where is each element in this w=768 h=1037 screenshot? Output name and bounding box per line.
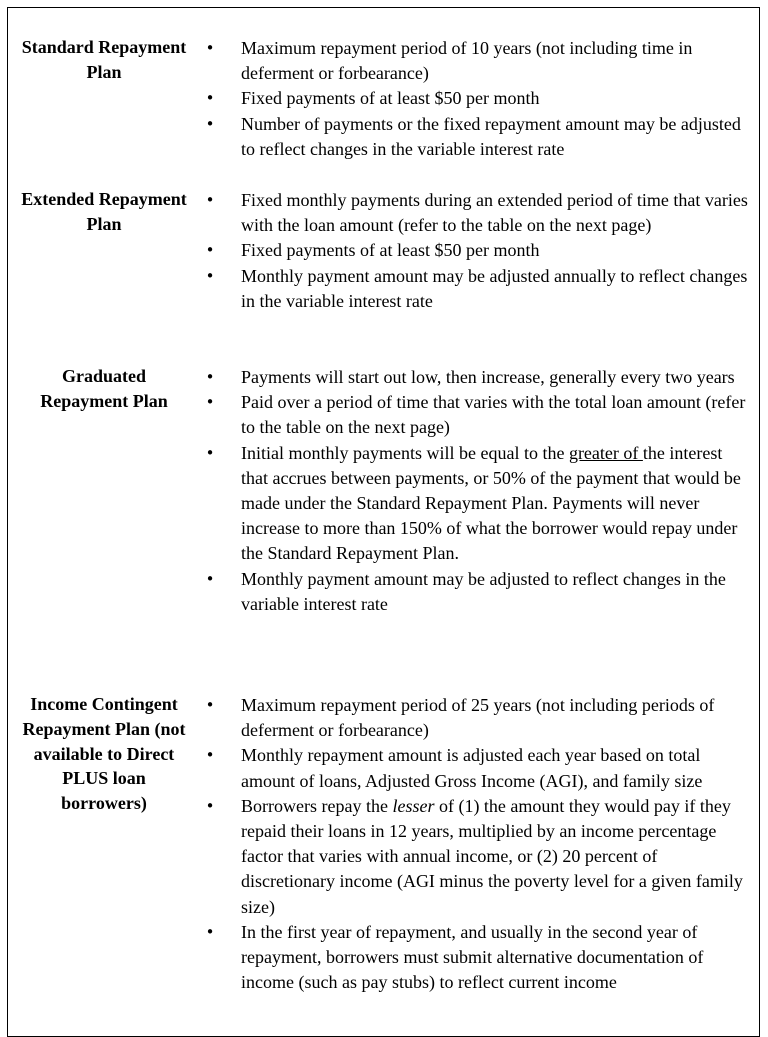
plan-bullet: • Monthly payment amount may be adjusted to reflect changes in the variable interest rate (203, 567, 751, 617)
underlined-text: greater of (568, 442, 643, 463)
plan-bullet: • Number of payments or the fixed repayment amount may be adjusted to reflect changes in the variable interest rate (203, 112, 751, 162)
plan-bullet-list (203, 36, 751, 162)
plan-bullet-list (203, 693, 751, 995)
plan-bullet: • Monthly repayment amount is adjusted each year based on total amount of loans, Adjusted Gross Income (AGI), and family size (203, 743, 751, 793)
bullet-text: of (1) the amount they would pay if they repaid their loans in 12 years, multiplied by an income percentage factor that varies with annual income, or (2) 20 percent of discretionary income (AGI minus the poverty level for a given family size) (241, 795, 743, 917)
plan-title: Graduated Repayment Plan (40, 366, 168, 411)
plan-title: Extended Repayment Plan (21, 189, 187, 234)
plan-bullet-list (203, 365, 751, 617)
bullet-text: the interest that accrues between payments, or 50% of the payment that would be made under the Standard Repayment Plan. Payments will never increase to more than 150% of what the borrower would repay under the Standard Repayment Plan. (241, 442, 741, 564)
plan-bullet: • Fixed payments of at least $50 per month (203, 238, 751, 263)
document-page (7, 7, 760, 1037)
plan-bullet: • Maximum repayment period of 10 years (not including time in deferment or forbearance) (203, 36, 751, 86)
italic-text: lesser (392, 795, 435, 816)
plan-bullet-list (203, 188, 751, 314)
plan-bullet: • Paid over a period of time that varies with the total loan amount (refer to the table on the next page) (203, 390, 751, 440)
plan-title: Standard Repayment Plan (21, 37, 187, 82)
plan-title: Income Contingent Repayment Plan (not available to Direct PLUS loan borrowers) (22, 694, 186, 814)
plan-bullet: • Fixed payments of at least $50 per month (203, 86, 751, 111)
plan-bullet (203, 794, 751, 920)
plan-bullet (203, 441, 751, 567)
plan-bullet: • Payments will start out low, then increase, generally every two years (203, 365, 751, 390)
plan-bullet: • Fixed monthly payments during an extended period of time that varies with the loan amount (refer to the table on the next page) (203, 188, 751, 238)
plan-bullet: • Maximum repayment period of 25 years (not including periods of deferment or forbearance) (203, 693, 751, 743)
plan-bullet: • In the first year of repayment, and usually in the second year of repayment, borrowers must submit alternative documentation of income (such as pay stubs) to reflect current income (203, 920, 751, 996)
bullet-text: Initial monthly payments will be equal to the (241, 442, 569, 463)
plan-bullet: • Monthly payment amount may be adjusted annually to reflect changes in the variable interest rate (203, 264, 751, 314)
bullet-text: Borrowers repay the (241, 795, 393, 816)
